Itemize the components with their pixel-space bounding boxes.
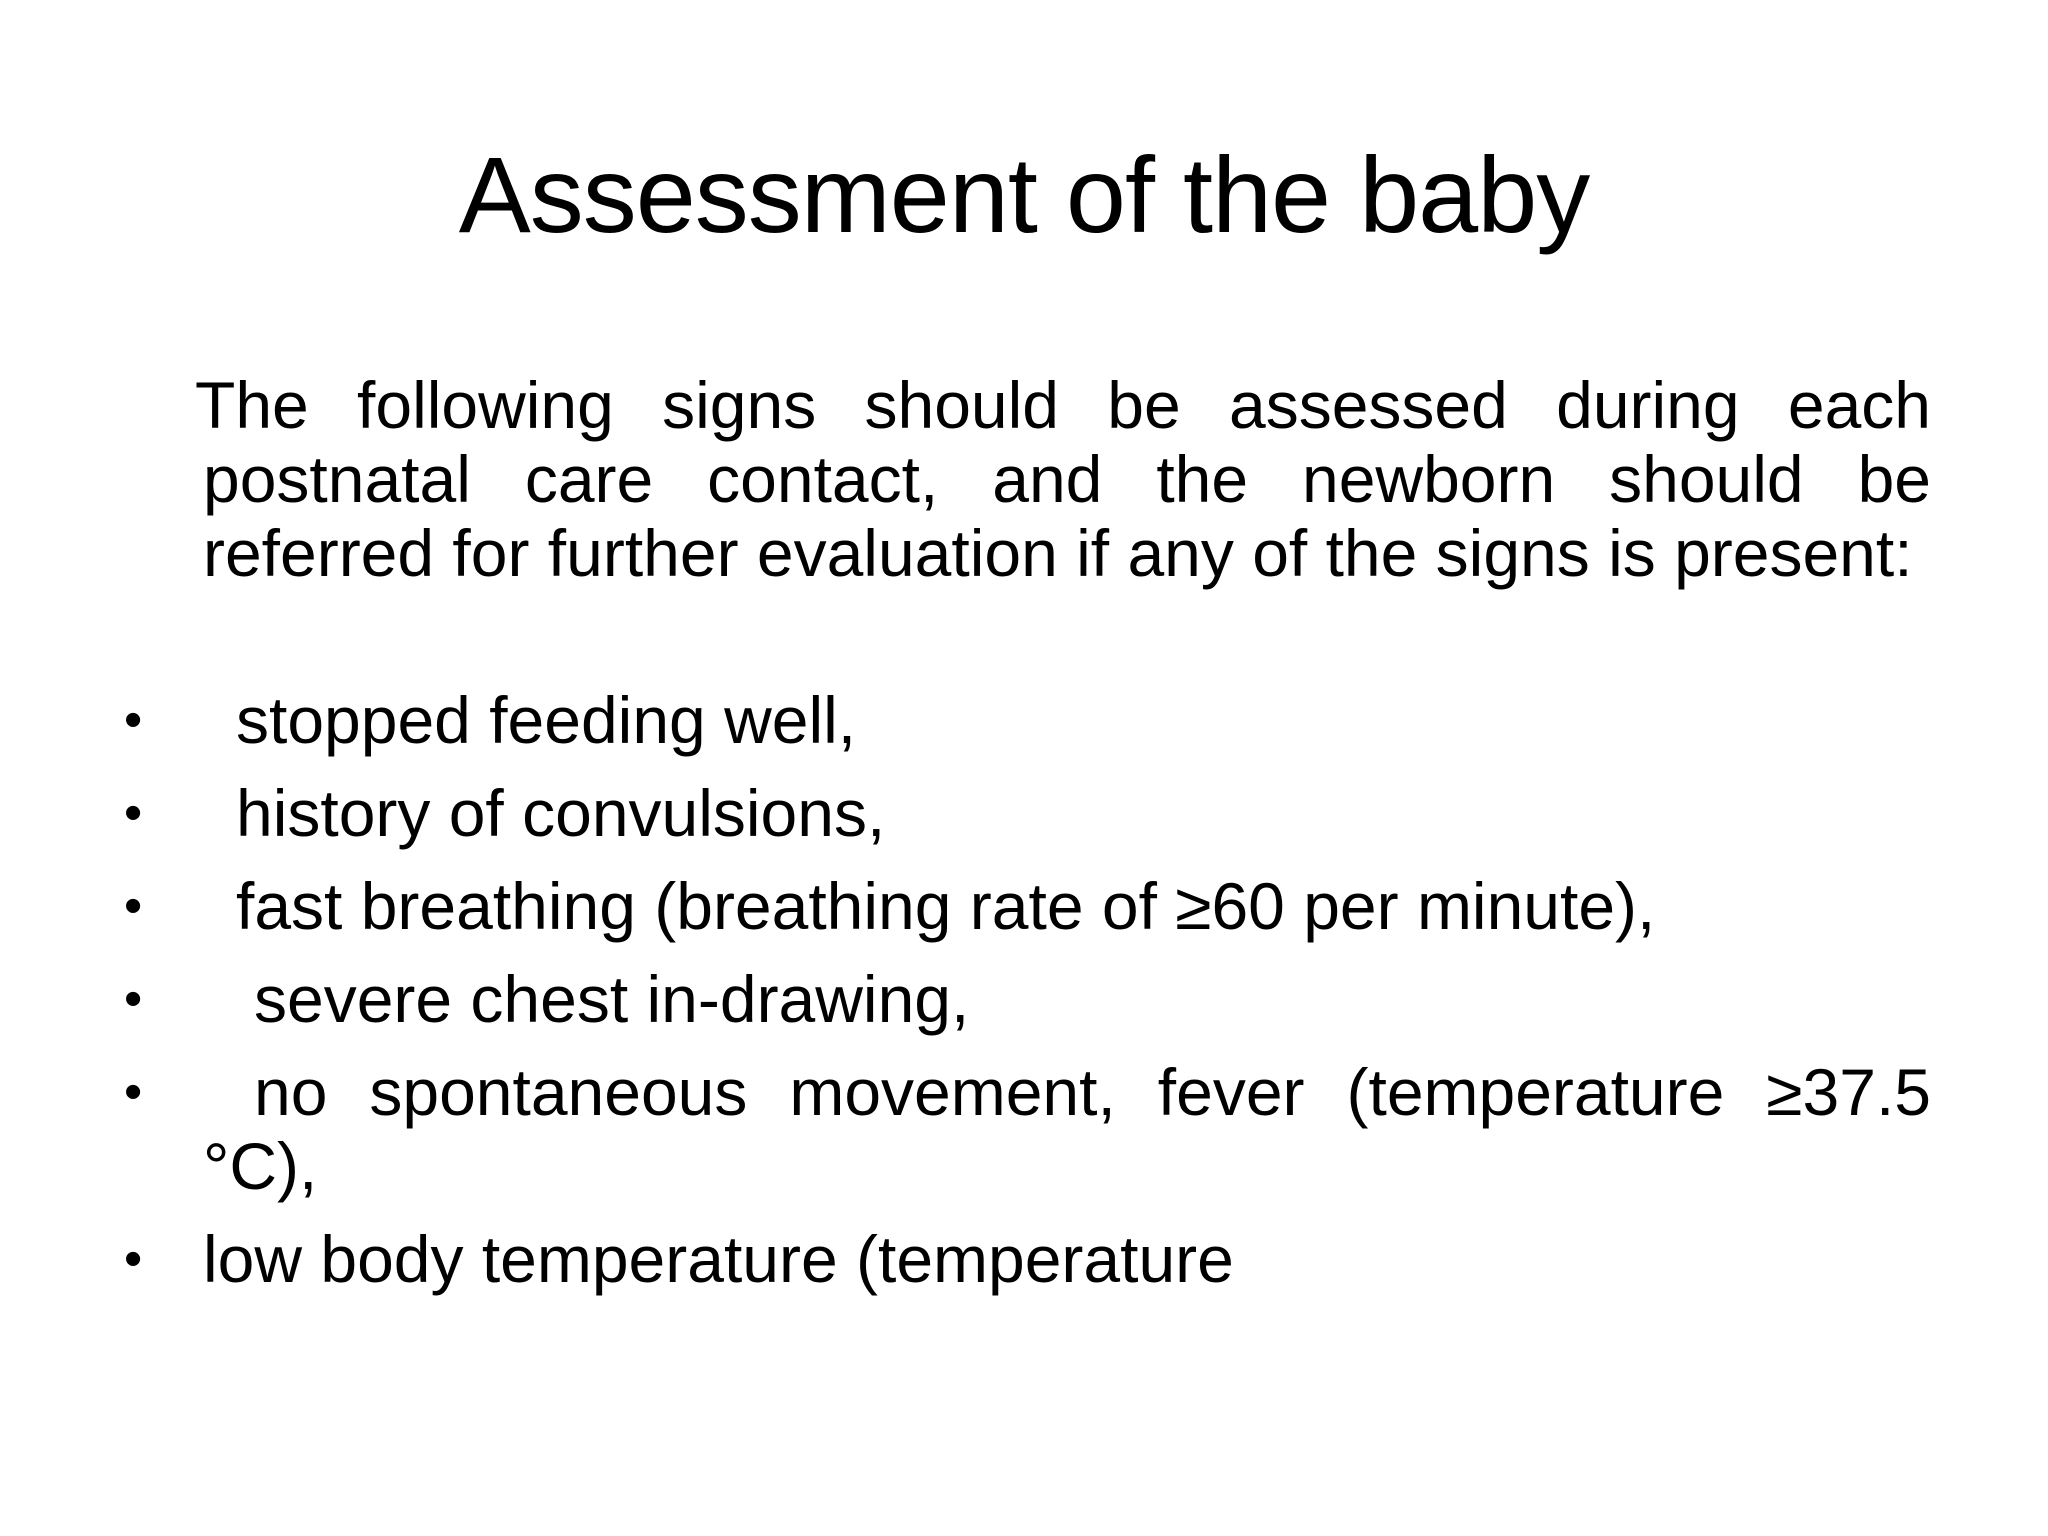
- bullet-text: fast breathing (breathing rate of ≥60 per minute),: [236, 869, 1656, 943]
- bullet-dot-icon: •: [124, 1063, 143, 1121]
- slide-title: Assessment of the baby: [458, 134, 1590, 255]
- bullet-dot-icon: •: [124, 784, 143, 842]
- bullet-text: stopped feeding well,: [236, 683, 857, 757]
- bullet-text: severe chest in-drawing,: [254, 962, 970, 1036]
- bullet-dot-icon: •: [124, 691, 143, 749]
- bullet-text: history of convulsions,: [236, 776, 886, 850]
- intro-paragraph: The following signs should be assessed during each postnatal care contact, and the newborn should be referred for further evaluation if any of the signs is present:: [195, 368, 1931, 590]
- bullet-dot-icon: •: [124, 970, 143, 1028]
- bullet-dot-icon: •: [124, 1230, 143, 1288]
- bullet-text: no spontaneous movement, fever (temperature ≥37.5 °C),: [203, 1055, 1931, 1203]
- bullet-text: low body temperature (temperature: [203, 1222, 1234, 1296]
- bullet-dot-icon: •: [124, 877, 143, 935]
